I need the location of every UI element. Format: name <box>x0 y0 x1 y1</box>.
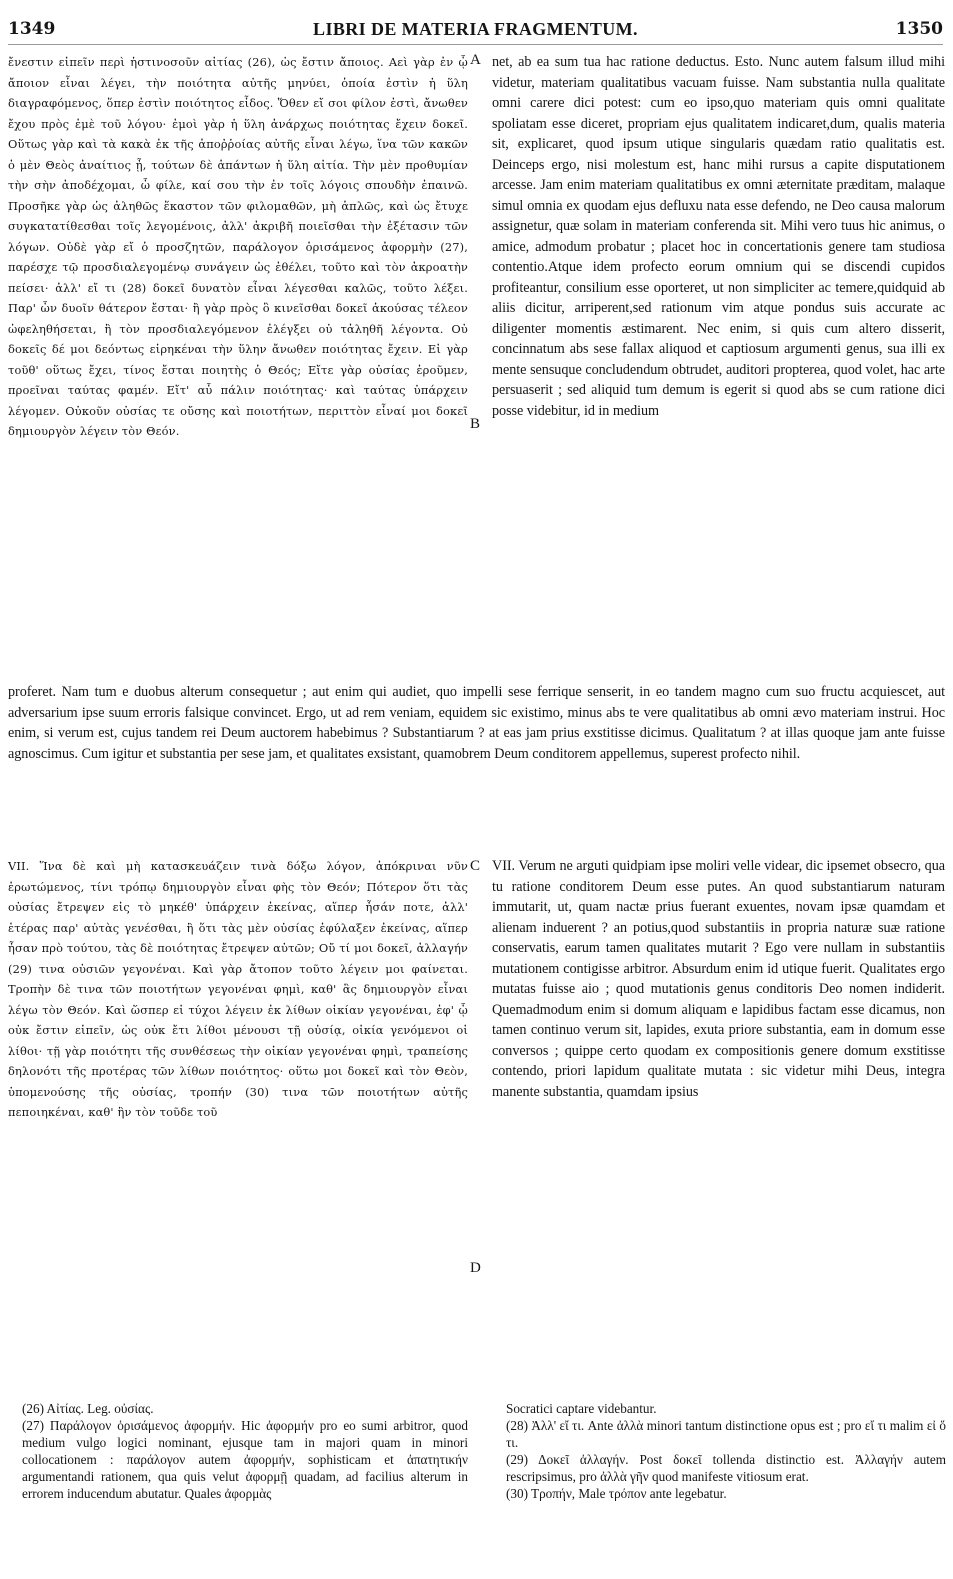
footnote-26: (26) Αἰτίας. Leg. οὐσίας. <box>22 1401 154 1416</box>
margin-letter-d: D <box>470 1260 481 1276</box>
running-head <box>8 18 943 45</box>
greek-text-top: ἔνεστιν εἰπεῖν περὶ ἡστινοσοῦν αἰτίας (26), ὡς ἔστιν ἄποιος. Αεὶ γὰρ ἐν ᾧ ἄποιον εἶναι λέγει, τὴν ποιότητα αὐτῆς μηνύει, ὁποία ἐστὶν ἡ ὕλη διαγραφόμενος, ὅπερ ἐστὶν ποιότητος εἶδος. Ὅθεν εἴ σοι φίλον ἐστὶ, ἄνωθεν ἔχου πρὸς ἐμὲ τοῦ λόγου· ἐμοὶ γὰρ ἡ ὕλη ἀνάρχως ποιότητας ἔχειν δοκεῖ. Οὕτως γὰρ καὶ τὰ κακὰ ἐκ τῆς ἀποῤῥοίας αὐτῆς εἶναι λέγω, ἵνα τῶν κακῶν ὁ μὲν Θεὸς ἀναίτιος ᾖ, τούτων δὲ ἁπάντων ἡ ὕλη αἰτία. Τὴν μὲν προθυμίαν τὴν σὴν ἀποδέχομαι, ὦ φίλε, καί σου τὴν ἐν τοῖς λόγοις σπουδὴν ἐπαινῶ. Προσῆκε γὰρ ὡς ἀληθῶς ἕκαστον τῶν φιλομαθῶν, μὴ ἁπλῶς, καὶ ὡς ἔτυχε συγκατατίθεσθαι τοῖς λεγομένοις, ἀλλ' ἀκριβῆ ποιεῖσθαι τὴν ἐξέτασιν τῶν λόγων. Οὐδὲ γὰρ εἴ ὁ προσζητῶν, παράλογον ὁρισάμενος ἀφορμὴν (27), παρέσχε τῷ προσδιαλεγομένῳ συνάγειν ὡς ἐθέλει, τοῦτο καὶ τὸν ἀκροατὴν πείσει· ἀλλ' εἴ τι (28) δοκεῖ δυνατὸν εἶναι λέγεσθαι καλῶς, τοῦτο λέξει. Παρ' ὧν δυοῖν θάτερον ἔσται· ἢ γὰρ πρὸς ὃ κινεῖσθαι δοκεῖ ἀκούσας τέλεον ὠφεληθήσεται, ἢ τὸν προσδιαλεγόμενον ἐλέγξει οὐ τἀληθῆ λέγοντα. Οὐ δοκεῖς δέ μοι δεόντως εἰρηκέναι τὴν ὕλην ἄνωθεν ποιότητας ἔχειν. Εἰ γὰρ τοῦθ' οὕτως ἔχει, τίνος ἔσται ποιητὴς ὁ Θεός; Εἴτε γὰρ οὐσίας ἐροῦμεν, προεῖναι ταύτας φαμέν. Εἴτ' αὖ πάλιν ποιότητας· καὶ ταύτας ὑπάρχειν λέγομεν. Οὐκοῦν οὐσίας τε οὔσης καὶ ποιοτήτων, περιττὸν εἶναί μοι δοκεῖ δημιουργὸν λέγειν τὸν Θεόν. <box>8 55 468 438</box>
margin-letter-b: B <box>470 416 481 432</box>
latin-text-bottom: VII. Verum ne arguti quidpiam ipse moliri velle videar, dic ipsemet obsecro, qua tu ratione conditorem Deum esse putes. An quod substantiarum naturam immutarit, ut, quam nactæ prius fuerant exuentes, novam ipsæ quamdam et alienam induerent ? an potius,quod substantiis in propria naturæ suæ ratione conservatis, earum tamen qualitates mutarit ? Ego vere nullam in substantiis mutationem contigisse arbitror. Absurdum enim id utique fuerit. Qualitates ergo mutatas fuisse aio ; quod mutationis genus conditoris Deo nomen indiderit. Quemadmodum enim si domum aliquam e lapidibus factam esse dicamus, non tamen continuo verum sit, lapides, exuta priore substantia, eam in domum esse conversos ; quippe certo quodam ex compositionis genere domum exstitisse contendo, priori lapidum qualitate mutata : sic videtur mihi Deus, integra manente substantia, quamdam ipsius <box>492 858 945 1100</box>
footnote-27: (27) Παράλογον ὁρισάμενος ἀφορμήν. Hic ἀφορμήν pro eo sumi arbitror, quod medium vulgo logici nominant, ejusque tam in majori quam in minori collocationem : παράλογον autem ἀφορμήν, sophisticam et ἀπατητικήν argumentandi rationem, qua quis velut ἀφορμῇ quadam, ad facilius alterum in errorem inducendum abutatur. Quales ἀφορμὰς <box>22 1418 468 1501</box>
page-number-right: 1350 <box>895 19 943 39</box>
footnote-27-continued: Socratici captare videbantur. <box>506 1401 657 1416</box>
latin-column-bottom <box>492 856 945 1396</box>
greek-text-bottom: VII. Ἵνα δὲ καὶ μὴ κατασκευάζειν τινὰ δόξω λόγον, ἀπόκριναι νῦν ἐρωτώμενος, τίνι τρόπῳ δημιουργὸν εἶναι φὴς τὸν Θεόν; Πότερον ὅτι τὰς οὐσίας ἔτρεψεν εἰς τὸ μηκέθ' ὑπάρχειν ἐκείνας, αἵπερ ἦσάν ποτε, ἀλλ' ἑτέρας παρ' αὐτὰς γενέσθαι, ἢ ὅτι τὰς μὲν οὐσίας ἐφύλαξεν ἐκείνας, αἵπερ ἦσαν πρὸ τούτου, τὰς δὲ ποιότητας ἔτρεψεν αὐτῶν; Οὔ τί μοι δοκεῖ, ἀλλαγήν (29) τινα οὐσιῶν γεγονέναι. Καὶ γὰρ ἄτοπον τοῦτο λέγειν μοι φαίνεται. Τροπὴν δὲ τινα τῶν ποιοτήτων γεγονέναι φημὶ, καθ' ἃς δημιουργὸν εἶναι λέγω τὸν Θεόν. Καὶ ὥσπερ εἰ τύχοι λέγειν ἐκ λίθων οἰκίαν γεγονέναι, ἐφ' ᾧ οὐκ ἔστιν εἰπεῖν, ὡς οὐκ ἔτι λίθοι μένουσι τῇ οὐσίᾳ, οἰκία γενόμενοι οἱ λίθοι· τῇ γὰρ ποιότητι τῆς συνθέσεως τὴν οἰκίαν γεγονέναι φημὶ, τραπείσης δηλονότι τῆς προτέρας τῶν λίθων ποιότητος· οὕτω μοι δοκεῖ καὶ τὸν Θεὸν, ὑπομενούσης τῆς οὐσίας, τροπήν (30) τινα τῶν ποιοτήτων αὐτῆς πεποιηκέναι, καθ' ἣν τὸν τοῦδε τοῦ <box>8 859 468 1119</box>
latin-text-full: proferet. Nam tum e duobus alterum consequetur ; aut enim qui audiet, quo impelli sese ferrique senserit, in eo tandem magno cum suo fructu acquiescet, aut adversarium ipse suum erroris falsique convincet. Ergo, ut ad rem veniam, equidem sic existimo, minus abs te vere qualitatibus ab omni ævo materiam instrui. Hoc enim, si verum est, cujus tandem rei Deum auctorem habebimus ? Substantiarum ? at eas jam prius exstitisse dicimus. Qualitatum ? at illas quoque jam ante fuisse agnoscimus. Cum igitur et substantia per sese jam, et qualitates exsistant, quamobrem Deum conditorem appellemus, superest profecto nihil. <box>8 684 945 762</box>
footnotes-right <box>506 1400 946 1502</box>
latin-column-top <box>492 52 945 692</box>
greek-column-top <box>8 52 468 692</box>
footnote-29: (29) Δοκεῖ ἀλλαγήν. Post δοκεῖ tollenda distinctio est. Ἀλλαγήν autem rescripsimus, pro ἀλλὰ γῆν quod manifeste vitiosum erat. <box>506 1452 946 1484</box>
footnote-28: (28) Ἀλλ' εἴ τι. Ante ἀλλὰ minori tantum distinctione opus est ; pro εἴ τι malim εἰ ὅ τι. <box>506 1418 946 1450</box>
margin-letter-a: A <box>470 52 481 68</box>
footnotes-left <box>22 1400 468 1502</box>
footnote-30: (30) Τροπήν, Male τρόπον ante legebatur. <box>506 1486 727 1501</box>
margin-letter-c: C <box>470 858 481 874</box>
greek-column-bottom <box>8 856 468 1396</box>
page-title: LIBRI DE MATERIA FRAGMENTUM. <box>313 19 638 39</box>
latin-text-top: net, ab ea sum tua hac ratione deductus. Esto. Nunc autem falsum illud mihi videtur, materiam qualitatibus vacuam fuisse. Nam substantia nulla qualitate omni carere dici potest: cum eo ipso,quo materiam quis omni qualitate spoliatam esse diceret, propriam ejus qualitatem indicaret,dum, qualis materia sit, explicaret, quod ipsum utique singularis quædam ratio qualitatis est. Deinceps ergo, nisi molestum est, hanc mihi rursus a capite disputationem arcesse. Jam enim materiam qualitatibus ex omni æternitate præditam, malaque simul omnia ex quodam ejus defluxu nata esse defendo, ne Deo causa malorum assignetur, quæ solam in materiam conferenda sit. Mihi vero tuus hic animus, o amice, admodum probatur ; placet hoc in concertationis genere tam studiosa contentio.Atque idem profecto eorum omnium qui se discendi cupidos profiteantur, consilium esse oporteret, ut non simpliciter ac temere,quidquid ab aliis dicitur, arriperent,sed rationum vim atque pondus suis accurate ac diligenter momentis æstimarent. Nec enim, si quis cum altero disserit, concinnatum abs sese fallax aliquod et captiosum argumenti genus, sua illi ex mente sensuque concludendum obtrudet, auditori propterea, quod volet, hac arte persuaserit ; sed aliquid tum demum is egerit si quod abs se cum ratione dici posse videbitur, id in medium <box>492 54 945 419</box>
latin-full-width-block <box>8 682 945 852</box>
page-number-left: 1349 <box>8 19 56 39</box>
